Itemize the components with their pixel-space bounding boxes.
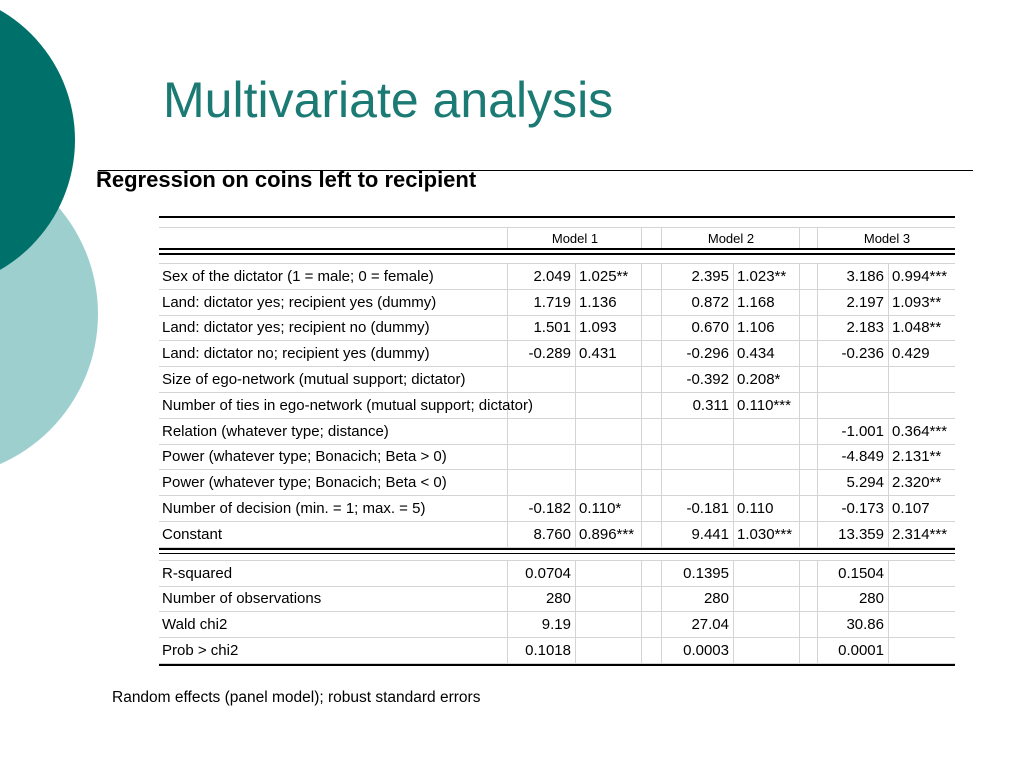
model-1-statistic: 0.1018: [507, 638, 575, 663]
empty-cell: [888, 638, 955, 663]
model-1-statistic: 9.19: [507, 612, 575, 637]
model-3-coefficient: -1.001: [817, 419, 888, 444]
gap-cell: [799, 367, 817, 392]
empty-cell: [575, 612, 641, 637]
model-2-coefficient: 0.670: [661, 316, 733, 341]
empty-cell: [888, 612, 955, 637]
empty-cell: [888, 587, 955, 612]
empty-cell: [733, 561, 799, 586]
gap-cell: [641, 419, 661, 444]
model-3-std-error: 2.314***: [888, 522, 955, 547]
model-1-std-error: 1.093: [575, 316, 641, 341]
model-2-std-error: [733, 445, 799, 470]
table-row: [159, 522, 955, 548]
model-2-std-error: 0.110***: [733, 393, 799, 418]
regression-table: [159, 216, 955, 666]
table-row: [159, 470, 955, 496]
slide-title: Multivariate analysis: [163, 72, 614, 128]
gap-cell: [799, 316, 817, 341]
model-1-coefficient: 8.760: [507, 522, 575, 547]
empty-cell: [575, 561, 641, 586]
gap-cell: [799, 264, 817, 289]
model-1-coefficient: -0.289: [507, 341, 575, 366]
table-row: [159, 341, 955, 367]
model-3-coefficient: 3.186: [817, 264, 888, 289]
row-label: Number of ties in ego-network (mutual support; dictator): [162, 396, 533, 414]
model-3-std-error: 1.093**: [888, 290, 955, 315]
table-footnote: Random effects (panel model); robust standard errors: [112, 689, 481, 706]
model-3-std-error: 1.048**: [888, 316, 955, 341]
table-row: [159, 316, 955, 342]
gap-cell: [641, 316, 661, 341]
model-2-coefficient: 2.395: [661, 264, 733, 289]
table-spacer-row: [159, 255, 955, 264]
model-2-coefficient: 9.441: [661, 522, 733, 547]
model-2-coefficient: [661, 445, 733, 470]
model-1-std-error: 1.025**: [575, 264, 641, 289]
gap-cell: [799, 470, 817, 495]
model-3-statistic: 0.0001: [817, 638, 888, 663]
gap-cell: [641, 496, 661, 521]
coefficient-rows: [159, 264, 955, 548]
model-1-coefficient: [507, 445, 575, 470]
stat-row: [159, 587, 955, 613]
row-label: Land: dictator yes; recipient no (dummy): [162, 319, 430, 337]
statistics-rows: [159, 561, 955, 664]
gap-cell: [799, 290, 817, 315]
model-1-std-error: [575, 470, 641, 495]
table-header-spacer: [159, 218, 955, 228]
gap-cell: [641, 341, 661, 366]
model-3-coefficient: 5.294: [817, 470, 888, 495]
gap-cell: [799, 612, 817, 637]
model-2-std-error: 1.030***: [733, 522, 799, 547]
stat-label: Number of observations: [162, 590, 322, 608]
model-3-std-error: 0.364***: [888, 419, 955, 444]
table-row: [159, 393, 955, 419]
gap-cell: [799, 496, 817, 521]
model-2-coefficient: [661, 470, 733, 495]
gap-cell: [641, 264, 661, 289]
model-1-coefficient: -0.182: [507, 496, 575, 521]
gap-cell: [641, 367, 661, 392]
empty-cell: [575, 638, 641, 663]
stat-label: Prob > chi2: [162, 642, 239, 660]
gap-cell: [641, 587, 661, 612]
model-3-std-error: [888, 393, 955, 418]
gap-cell: [799, 522, 817, 547]
model-3-header: Model 3: [817, 228, 956, 248]
model-2-coefficient: -0.181: [661, 496, 733, 521]
table-row: [159, 419, 955, 445]
gap-cell: [799, 587, 817, 612]
stat-row: [159, 561, 955, 587]
model-3-std-error: 0.107: [888, 496, 955, 521]
model-1-std-error: 0.896***: [575, 522, 641, 547]
stat-row: [159, 638, 955, 664]
model-3-statistic: 0.1504: [817, 561, 888, 586]
gap-cell: [641, 228, 661, 248]
model-2-statistic: 27.04: [661, 612, 733, 637]
model-2-std-error: 0.434: [733, 341, 799, 366]
model-1-coefficient: 2.049: [507, 264, 575, 289]
header-separator: [159, 248, 955, 255]
gap-cell: [641, 290, 661, 315]
gap-cell: [641, 561, 661, 586]
row-label: Number of decision (min. = 1; max. = 5): [162, 500, 426, 518]
model-2-statistic: 280: [661, 587, 733, 612]
row-label: Constant: [162, 525, 223, 543]
model-1-coefficient: 1.719: [507, 290, 575, 315]
gap-cell: [641, 470, 661, 495]
gap-cell: [799, 393, 817, 418]
row-label: Sex of the dictator (1 = male; 0 = female): [162, 267, 434, 285]
stats-spacer-row: [159, 554, 955, 561]
table-bottom-border: [159, 664, 955, 666]
row-label: Land: dictator yes; recipient yes (dummy): [162, 293, 437, 311]
table-row: [159, 445, 955, 471]
model-1-std-error: 1.136: [575, 290, 641, 315]
model-3-std-error: 0.429: [888, 341, 955, 366]
model-1-std-error: 0.110*: [575, 496, 641, 521]
empty-cell: [733, 638, 799, 663]
gap-cell: [799, 638, 817, 663]
table-row: [159, 367, 955, 393]
stat-label: R-squared: [162, 564, 233, 582]
model-2-std-error: 0.208*: [733, 367, 799, 392]
model-1-header: Model 1: [507, 228, 642, 248]
empty-cell: [575, 587, 641, 612]
model-3-std-error: [888, 367, 955, 392]
gap-cell: [641, 638, 661, 663]
model-3-statistic: 280: [817, 587, 888, 612]
model-3-statistic: 30.86: [817, 612, 888, 637]
model-1-coefficient: [507, 419, 575, 444]
model-3-std-error: 2.320**: [888, 470, 955, 495]
gap-cell: [799, 561, 817, 586]
model-3-coefficient: 13.359: [817, 522, 888, 547]
model-2-std-error: 1.023**: [733, 264, 799, 289]
stat-label: Wald chi2: [162, 616, 228, 634]
table-row: [159, 496, 955, 522]
table-row: [159, 290, 955, 316]
gap-cell: [641, 612, 661, 637]
model-2-statistic: 0.0003: [661, 638, 733, 663]
model-1-statistic: 280: [507, 587, 575, 612]
gap-cell: [641, 522, 661, 547]
model-2-std-error: [733, 419, 799, 444]
model-3-coefficient: 2.197: [817, 290, 888, 315]
gap-cell: [799, 341, 817, 366]
model-2-coefficient: [661, 419, 733, 444]
model-1-std-error: 0.431: [575, 341, 641, 366]
gap-cell: [641, 393, 661, 418]
model-1-std-error: [575, 393, 641, 418]
model-3-std-error: 0.994***: [888, 264, 955, 289]
table-header-row: [159, 228, 955, 248]
table-subtitle: Regression on coins left to recipient: [96, 167, 477, 192]
model-1-statistic: 0.0704: [507, 561, 575, 586]
gap-cell: [799, 228, 817, 248]
row-label: Power (whatever type; Bonacich; Beta > 0): [162, 448, 447, 466]
model-3-std-error: 2.131**: [888, 445, 955, 470]
model-1-std-error: [575, 367, 641, 392]
empty-cell: [733, 587, 799, 612]
model-2-std-error: 1.168: [733, 290, 799, 315]
model-1-coefficient: [507, 470, 575, 495]
model-1-coefficient: 1.501: [507, 316, 575, 341]
gap-cell: [799, 419, 817, 444]
model-3-coefficient: 2.183: [817, 316, 888, 341]
gap-cell: [641, 445, 661, 470]
table-row: [159, 264, 955, 290]
model-3-coefficient: [817, 393, 888, 418]
model-2-coefficient: -0.296: [661, 341, 733, 366]
row-label: Power (whatever type; Bonacich; Beta < 0): [162, 474, 447, 492]
gap-cell: [799, 445, 817, 470]
model-2-header: Model 2: [661, 228, 800, 248]
row-label: Land: dictator no; recipient yes (dummy): [162, 345, 430, 363]
model-3-coefficient: -4.849: [817, 445, 888, 470]
model-1-std-error: [575, 445, 641, 470]
model-3-coefficient: [817, 367, 888, 392]
empty-cell: [888, 561, 955, 586]
row-label: Relation (whatever type; distance): [162, 422, 389, 440]
model-2-coefficient: 0.311: [661, 393, 733, 418]
empty-cell: [733, 612, 799, 637]
model-2-coefficient: 0.872: [661, 290, 733, 315]
model-1-std-error: [575, 419, 641, 444]
model-2-std-error: 0.110: [733, 496, 799, 521]
model-3-coefficient: -0.173: [817, 496, 888, 521]
model-3-coefficient: -0.236: [817, 341, 888, 366]
stat-row: [159, 612, 955, 638]
model-1-coefficient: [507, 367, 575, 392]
model-2-statistic: 0.1395: [661, 561, 733, 586]
model-2-std-error: [733, 470, 799, 495]
row-label: Size of ego-network (mutual support; dictator): [162, 371, 466, 389]
model-2-coefficient: -0.392: [661, 367, 733, 392]
model-2-std-error: 1.106: [733, 316, 799, 341]
